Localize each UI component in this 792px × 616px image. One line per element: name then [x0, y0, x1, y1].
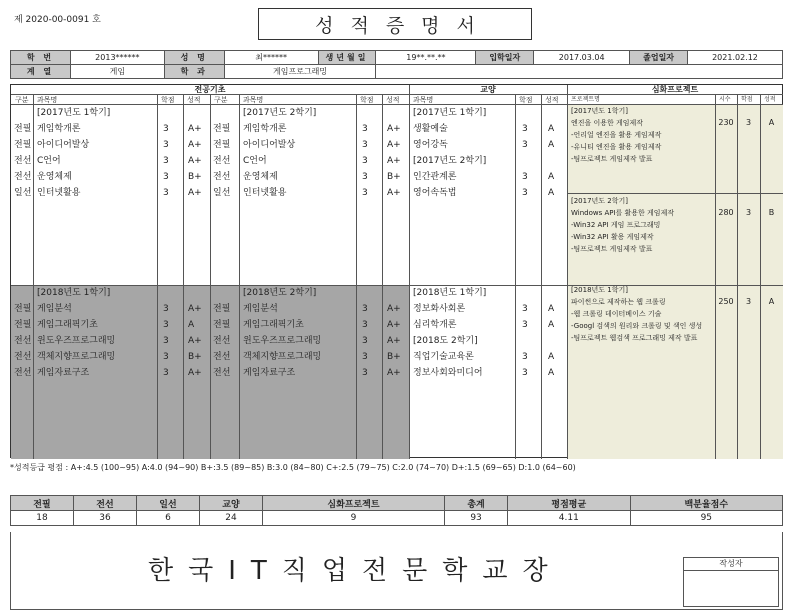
admission-value: 2017.03.04: [534, 51, 630, 65]
col-credit-2: 학점: [360, 96, 374, 104]
project-semester: [2017년도 2학기]: [571, 197, 629, 205]
project-header: 심화프로젝트: [567, 85, 783, 95]
course-type: 전선: [213, 336, 231, 346]
summary-value: 36: [73, 511, 136, 526]
course-credit: 3: [362, 320, 368, 330]
course-credit: 3: [163, 336, 169, 346]
course-credit: 3: [163, 320, 169, 330]
project-semester: [2017년도 1학기]: [571, 107, 629, 115]
course-grade: A+: [188, 140, 202, 150]
project-grade: B: [768, 208, 775, 217]
course-credit: 3: [163, 352, 169, 362]
summary-value: 24: [199, 511, 262, 526]
course-name: 윈도우즈프로그래밍: [37, 336, 116, 346]
column-divider: [356, 95, 357, 459]
course-type: 전선: [213, 172, 231, 182]
grade-scale-note: *성적등급 평점 : A+:4.5 (100~95) A:4.0 (94~90) B+:3.5 (89~85) B:3.0 (84~80) C+:2.5 (79~75) C:2.0 (74~70) D+:1.5 (69~65) D:1.0 (64~60): [10, 463, 576, 472]
dept-value: 게임프로그래밍: [224, 65, 376, 79]
course-credit: 3: [362, 140, 368, 150]
liberal-course-grade: A: [548, 304, 555, 314]
liberal-course-credit: 3: [522, 320, 528, 330]
semester-label: [2017년도 1학기]: [413, 108, 487, 118]
course-grade: A+: [387, 124, 401, 134]
course-name: 객체지향프로그래밍: [37, 352, 116, 362]
course-name: 게임분석: [243, 304, 278, 314]
course-credit: 3: [163, 156, 169, 166]
course-credit: 3: [362, 368, 368, 378]
course-grade: A+: [387, 368, 401, 378]
course-credit: 3: [362, 304, 368, 314]
project-line: -팀프로젝트 게임제작 발표: [571, 245, 653, 253]
course-credit: 3: [163, 124, 169, 134]
course-credit: 3: [362, 156, 368, 166]
column-divider: [409, 85, 410, 459]
project-line: -Win32 API 활용 게임제작: [571, 233, 654, 241]
project-credit: 3: [745, 297, 752, 306]
course-grade: A+: [387, 156, 401, 166]
project-line: 엔진을 이용한 게임제작: [571, 119, 644, 127]
summary-table: [10, 495, 783, 526]
col-grade-3: 성적: [545, 96, 559, 104]
course-name: 인터넷활용: [243, 188, 287, 198]
column-divider: [183, 95, 184, 459]
liberal-course-credit: 3: [522, 140, 528, 150]
field-value: 게임: [70, 65, 164, 79]
course-grade: A+: [188, 304, 202, 314]
birth-label: 생년월일: [318, 51, 376, 65]
course-credit: 3: [362, 124, 368, 134]
semester-label: [2018년도 1학기]: [37, 288, 111, 298]
liberal-course-credit: 3: [522, 304, 528, 314]
liberal-course-grade: A: [548, 320, 555, 330]
project-hours: 230: [718, 118, 734, 127]
project-divider: [567, 193, 783, 194]
course-grade: A+: [188, 124, 202, 134]
course-type: 일선: [213, 188, 231, 198]
liberal-course-credit: 3: [522, 172, 528, 182]
student-id-label: 학 번: [11, 51, 71, 65]
liberal-course-grade: A: [548, 140, 555, 150]
author-label: 작성자: [684, 558, 778, 571]
graduation-label: 졸업일자: [630, 51, 688, 65]
project-semester: [2018년도 1학기]: [571, 286, 629, 294]
course-name: 아이디어발상: [37, 140, 90, 150]
dept-label: 학 과: [164, 65, 224, 79]
liberal-course-name: 정보화사회론: [413, 304, 466, 314]
course-credit: 3: [362, 352, 368, 362]
course-type: 전필: [14, 124, 32, 134]
project-line: -언리얼 엔진을 활용 게임제작: [571, 131, 662, 139]
liberal-header: 교양: [409, 85, 567, 95]
col-type-2: 구분: [214, 96, 228, 104]
col-subject-2: 과목명: [243, 96, 264, 104]
summary-label: 총계: [445, 496, 508, 511]
course-grade: B+: [188, 352, 202, 362]
liberal-course-name: 정보사회와미디어: [413, 368, 483, 378]
summary-label: 전필: [11, 496, 74, 511]
summary-label: 심화프로젝트: [262, 496, 444, 511]
summary-label: 백분율점수: [630, 496, 782, 511]
course-grade: B+: [387, 352, 401, 362]
liberal-course-name: 생활예술: [413, 124, 448, 134]
summary-value: 18: [11, 511, 74, 526]
column-divider: [382, 95, 383, 459]
liberal-course-name: 인간관계론: [413, 172, 457, 182]
project-credit: 3: [745, 118, 752, 127]
semester-label: [2017년도 2학기]: [413, 156, 487, 166]
project-credit: 3: [745, 208, 752, 217]
course-name: 게임그래픽기초: [37, 320, 98, 330]
project-line: -웹 크롤링 데이터베이스 기술: [571, 310, 662, 318]
col-credit-1: 학점: [161, 96, 175, 104]
project-line: -Win32 API 게임 프로그래밍: [571, 221, 661, 229]
course-name: 게임그래픽기초: [243, 320, 304, 330]
summary-value: 6: [136, 511, 199, 526]
column-divider: [239, 95, 240, 459]
liberal-course-grade: A: [548, 172, 555, 182]
project-line: -팀프로젝트 게임제작 발표: [571, 155, 653, 163]
course-type: 일선: [14, 188, 32, 198]
liberal-course-grade: A: [548, 188, 555, 198]
course-type: 전필: [213, 140, 231, 150]
semester-label: [2018년도 1학기]: [413, 288, 487, 298]
semester-label: [2017년도 2학기]: [243, 108, 317, 118]
student-info-table: [10, 50, 783, 79]
course-type: 전선: [14, 172, 32, 182]
column-header-row: [11, 95, 783, 105]
course-grade: A+: [188, 368, 202, 378]
course-name: 객체지향프로그래밍: [243, 352, 322, 362]
course-grade: A+: [387, 140, 401, 150]
course-name: 게임학개론: [37, 124, 81, 134]
course-grade: B+: [387, 172, 401, 182]
course-grade: A: [188, 320, 195, 330]
liberal-course-credit: 3: [522, 124, 528, 134]
col-type-1: 구분: [15, 96, 29, 104]
course-credit: 3: [163, 304, 169, 314]
course-name: 운영체제: [243, 172, 278, 182]
student-id-value: 2013******: [70, 51, 164, 65]
project-grade: A: [768, 297, 775, 306]
column-divider: [737, 95, 738, 459]
course-grade: A+: [387, 320, 401, 330]
column-divider: [715, 95, 716, 459]
course-name: 인터넷활용: [37, 188, 81, 198]
column-divider: [760, 95, 761, 459]
course-type: 전선: [14, 352, 32, 362]
summary-value: 95: [630, 511, 782, 526]
admission-label: 입학일자: [476, 51, 534, 65]
course-name: 게임학개론: [243, 124, 287, 134]
col-credit-3: 학점: [519, 96, 533, 104]
semester-label: [2018년도 2학기]: [243, 288, 317, 298]
major-basic-header: 전공기초: [11, 85, 409, 95]
course-name: C언어: [243, 156, 267, 166]
project-line: Windows API를 활용한 게임제작: [571, 209, 675, 217]
course-name: C언어: [37, 156, 61, 166]
course-type: 전필: [213, 320, 231, 330]
graduation-value: 2021.02.12: [688, 51, 783, 65]
course-credit: 3: [163, 172, 169, 182]
col-hours: 시수: [719, 96, 731, 103]
course-type: 전선: [14, 336, 32, 346]
course-type: 전필: [14, 320, 32, 330]
transcript-body: [10, 84, 783, 458]
project-hours: 250: [718, 297, 734, 306]
course-grade: B+: [188, 172, 202, 182]
course-type: 전선: [213, 352, 231, 362]
course-name: 윈도우즈프로그래밍: [243, 336, 322, 346]
course-type: 전필: [14, 304, 32, 314]
summary-label: 교양: [199, 496, 262, 511]
semester-label: [2018도 2학기]: [413, 336, 478, 346]
course-grade: A+: [188, 188, 202, 198]
liberal-course-grade: A: [548, 368, 555, 378]
col-grade-1: 성적: [187, 96, 201, 104]
liberal-course-credit: 3: [522, 352, 528, 362]
course-grade: A+: [188, 336, 202, 346]
course-type: 전선: [213, 368, 231, 378]
course-type: 전필: [213, 124, 231, 134]
course-credit: 3: [163, 188, 169, 198]
name-label: 성 명: [164, 51, 224, 65]
project-line: -팀프로젝트 웹검색 프로그래밍 제작 발표: [571, 334, 698, 342]
column-divider: [567, 85, 568, 459]
liberal-course-grade: A: [548, 124, 555, 134]
course-name: 게임자료구조: [37, 368, 90, 378]
course-grade: A+: [387, 188, 401, 198]
name-value: 최******: [224, 51, 318, 65]
course-credit: 3: [163, 140, 169, 150]
course-name: 게임분석: [37, 304, 72, 314]
course-name: 게임자료구조: [243, 368, 296, 378]
liberal-course-credit: 3: [522, 188, 528, 198]
col-pgrade: 성적: [764, 96, 776, 103]
col-project-name: 프로젝트명: [571, 96, 600, 103]
course-credit: 3: [362, 172, 368, 182]
field-label: 계 열: [11, 65, 71, 79]
column-divider: [210, 95, 211, 459]
liberal-course-name: 직업기술교육론: [413, 352, 474, 362]
year-divider: [11, 285, 783, 286]
course-grade: A+: [188, 156, 202, 166]
info-empty-cell: [376, 65, 783, 79]
semester-label: [2017년도 1학기]: [37, 108, 111, 118]
birth-value: 19**.**.**: [376, 51, 476, 65]
summary-label: 평점평균: [508, 496, 631, 511]
col-pcredit: 학점: [741, 96, 753, 103]
summary-value: 4.11: [508, 511, 631, 526]
course-type: 전필: [14, 140, 32, 150]
column-divider: [157, 95, 158, 459]
course-type: 전선: [14, 368, 32, 378]
course-grade: A+: [387, 304, 401, 314]
document-number: 제 2020-00-0091 호: [14, 15, 101, 25]
project-line: -유니티 엔진을 활용 게임제작: [571, 143, 662, 151]
course-name: 운영체제: [37, 172, 72, 182]
course-credit: 3: [362, 336, 368, 346]
course-type: 전필: [213, 304, 231, 314]
col-subject-1: 과목명: [37, 96, 58, 104]
course-credit: 3: [362, 188, 368, 198]
column-divider: [33, 95, 34, 459]
col-subject-3: 과목명: [413, 96, 434, 104]
document-title: 성적증명서: [258, 8, 532, 40]
liberal-course-grade: A: [548, 352, 555, 362]
course-type: 전선: [213, 156, 231, 166]
course-name: 아이디어발상: [243, 140, 296, 150]
summary-label: 전선: [73, 496, 136, 511]
project-hours: 280: [718, 208, 734, 217]
project-line: 파이썬으로 제작하는 웹 크롤링: [571, 298, 666, 306]
column-divider: [541, 95, 542, 459]
liberal-course-name: 심리학개론: [413, 320, 457, 330]
liberal-course-credit: 3: [522, 368, 528, 378]
liberal-course-name: 영어속독법: [413, 188, 457, 198]
school-name: 한국IT직업전문학교장: [148, 556, 563, 586]
project-grade: A: [768, 118, 775, 127]
project-line: -Googl 검색의 원리와 크롤링 및 색인 생성: [571, 322, 703, 330]
summary-value: 93: [445, 511, 508, 526]
summary-label: 일선: [136, 496, 199, 511]
course-type: 전선: [14, 156, 32, 166]
liberal-course-name: 영어강독: [413, 140, 448, 150]
author-box: [683, 557, 779, 607]
column-divider: [515, 95, 516, 459]
course-grade: A+: [387, 336, 401, 346]
course-credit: 3: [163, 368, 169, 378]
col-grade-2: 성적: [386, 96, 400, 104]
summary-value: 9: [262, 511, 444, 526]
